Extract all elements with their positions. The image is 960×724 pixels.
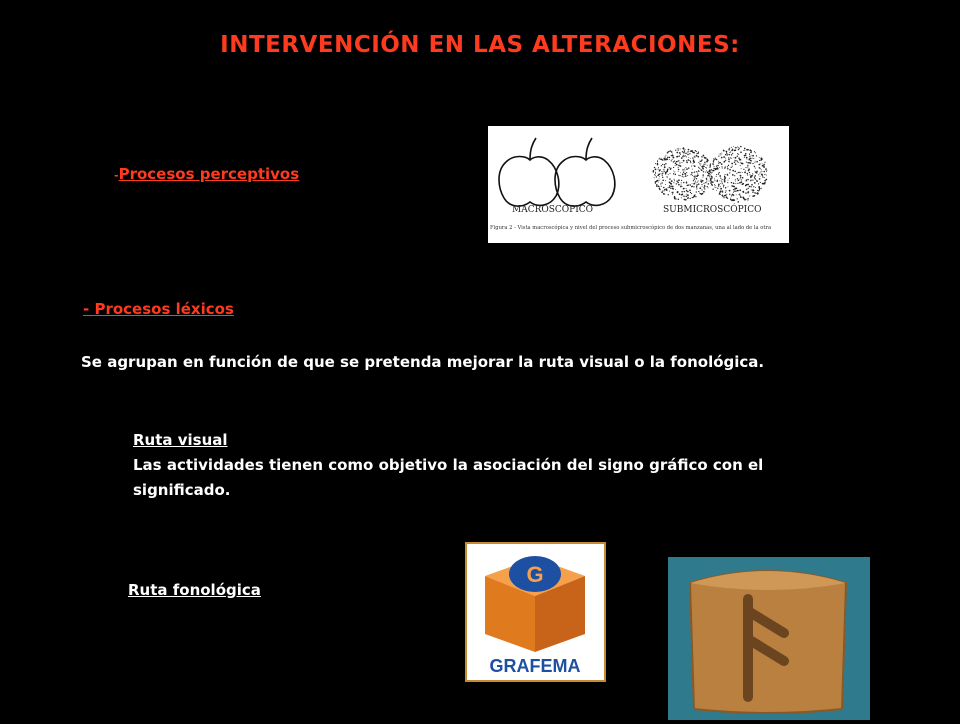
page-title: INTERVENCIÓN EN LAS ALTERACIONES: [220,32,740,58]
submicro-caption: SUBMICROSCÓPICO [663,205,762,215]
apples-figure [488,126,789,243]
ruta-fonologica-heading[interactable]: Ruta fonológica [128,581,261,599]
macro-caption: MACROSCÓPICO [512,205,594,215]
lexicos-description: Se agrupan en función de que se pretenda mejorar la ruta visual o la fonológica. [81,353,765,371]
apple-outline-drawing [499,138,615,206]
ruta-visual-description: Las actividades tienen como objetivo la asociación del signo gráfico con el significado. [133,456,764,499]
grafema-word: GRAFEMA [489,656,581,676]
g-letter: G [526,562,544,587]
clay-tile [690,571,846,713]
dash-prefix: - [114,169,119,182]
grafema-cube-image [465,542,606,682]
ruta-visual-heading[interactable]: Ruta visual [133,431,228,449]
procesos-perceptivos-label: Procesos perceptivos [118,165,300,183]
rune-tile-image [668,557,870,720]
procesos-lexicos-link[interactable]: - Procesos léxicos [83,300,234,318]
submicroscopic-dots [653,146,768,203]
procesos-perceptivos-link[interactable] [114,165,299,183]
figure-footnote: Figura 2 - Vista macroscópica y nivel del proceso submicroscópico de dos manzanas, una al lado de la otra [490,225,772,231]
